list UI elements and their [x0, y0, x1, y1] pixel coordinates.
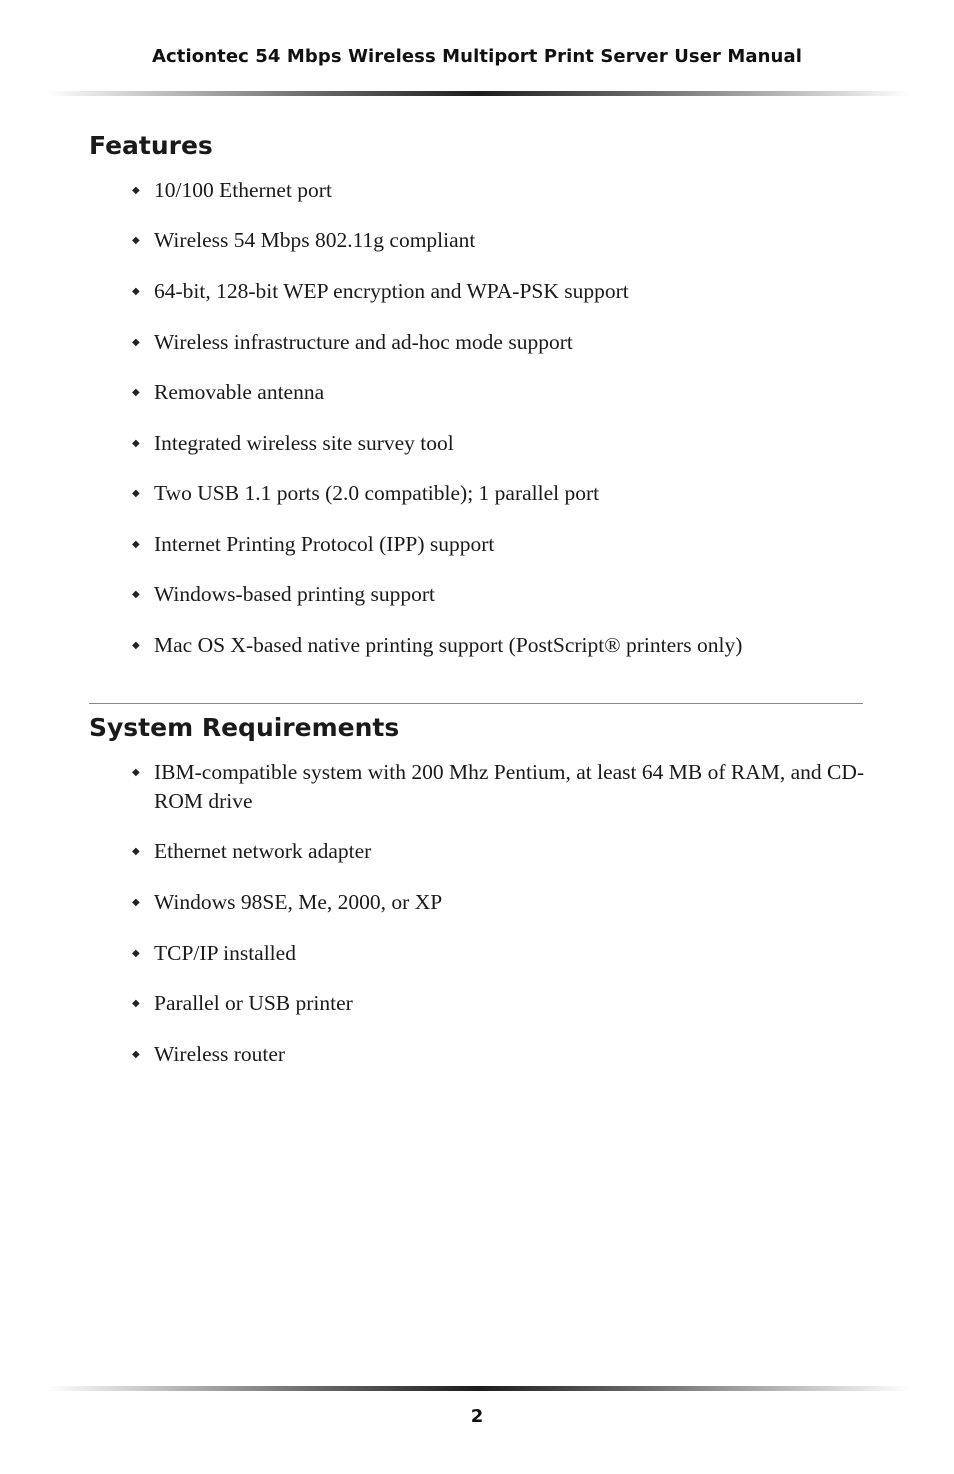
bullet-icon: ◆ [132, 897, 140, 908]
feature-text: Internet Printing Protocol (IPP) support [154, 532, 495, 556]
bullet-icon: ◆ [132, 235, 140, 246]
bullet-icon: ◆ [132, 948, 140, 959]
list-item [132, 378, 866, 407]
page-header-title: Actiontec 54 Mbps Wireless Multiport Print Server User Manual [152, 46, 802, 67]
bullet-icon: ◆ [132, 640, 140, 651]
requirement-text: IBM-compatible system with 200 Mhz Pentium, at least 64 MB of RAM, and CD-ROM drive [154, 760, 865, 813]
requirement-text: Parallel or USB printer [154, 991, 353, 1015]
requirement-text: TCP/IP installed [154, 941, 296, 965]
list-item [132, 277, 866, 306]
section-divider [89, 703, 863, 704]
list-item [132, 888, 866, 917]
list-item [132, 530, 866, 559]
page-number: 2 [470, 1406, 484, 1427]
bullet-icon: ◆ [132, 589, 140, 600]
bullet-icon: ◆ [132, 488, 140, 499]
feature-text: Two USB 1.1 ports (2.0 compatible); 1 parallel port [154, 481, 600, 505]
list-item [132, 429, 866, 458]
feature-text: Windows-based printing support [154, 582, 435, 606]
system-requirements-heading: System Requirements [89, 713, 400, 742]
header-rule [46, 91, 910, 96]
list-item [132, 939, 866, 968]
list-item [132, 580, 866, 609]
list-item [132, 837, 866, 866]
feature-text: 64-bit, 128-bit WEP encryption and WPA-PSK support [154, 279, 629, 303]
features-heading: Features [89, 131, 213, 160]
bullet-icon: ◆ [132, 767, 140, 778]
bullet-icon: ◆ [132, 846, 140, 857]
bullet-icon: ◆ [132, 998, 140, 1009]
bullet-icon: ◆ [132, 438, 140, 449]
list-item [132, 226, 866, 255]
bullet-icon: ◆ [132, 539, 140, 550]
list-item [132, 176, 866, 205]
bullet-icon: ◆ [132, 185, 140, 196]
feature-text: 10/100 Ethernet port [154, 178, 332, 202]
feature-text: Integrated wireless site survey tool [154, 431, 454, 455]
feature-text: Wireless 54 Mbps 802.11g compliant [154, 228, 476, 252]
requirement-text: Wireless router [154, 1042, 286, 1066]
list-item [132, 758, 866, 816]
list-item [132, 328, 866, 357]
list-item [132, 479, 866, 508]
feature-text: Wireless infrastructure and ad-hoc mode support [154, 330, 573, 354]
requirement-text: Windows 98SE, Me, 2000, or XP [154, 890, 443, 914]
feature-text: Removable antenna [154, 380, 325, 404]
requirement-text: Ethernet network adapter [154, 839, 372, 863]
feature-text: Mac OS X-based native printing support (PostScript® printers only) [154, 633, 743, 657]
list-item [132, 1040, 866, 1069]
bullet-icon: ◆ [132, 1049, 140, 1060]
bullet-icon: ◆ [132, 286, 140, 297]
bullet-icon: ◆ [132, 387, 140, 398]
list-item [132, 631, 866, 660]
footer-rule [46, 1386, 910, 1391]
list-item [132, 989, 866, 1018]
bullet-icon: ◆ [132, 337, 140, 348]
